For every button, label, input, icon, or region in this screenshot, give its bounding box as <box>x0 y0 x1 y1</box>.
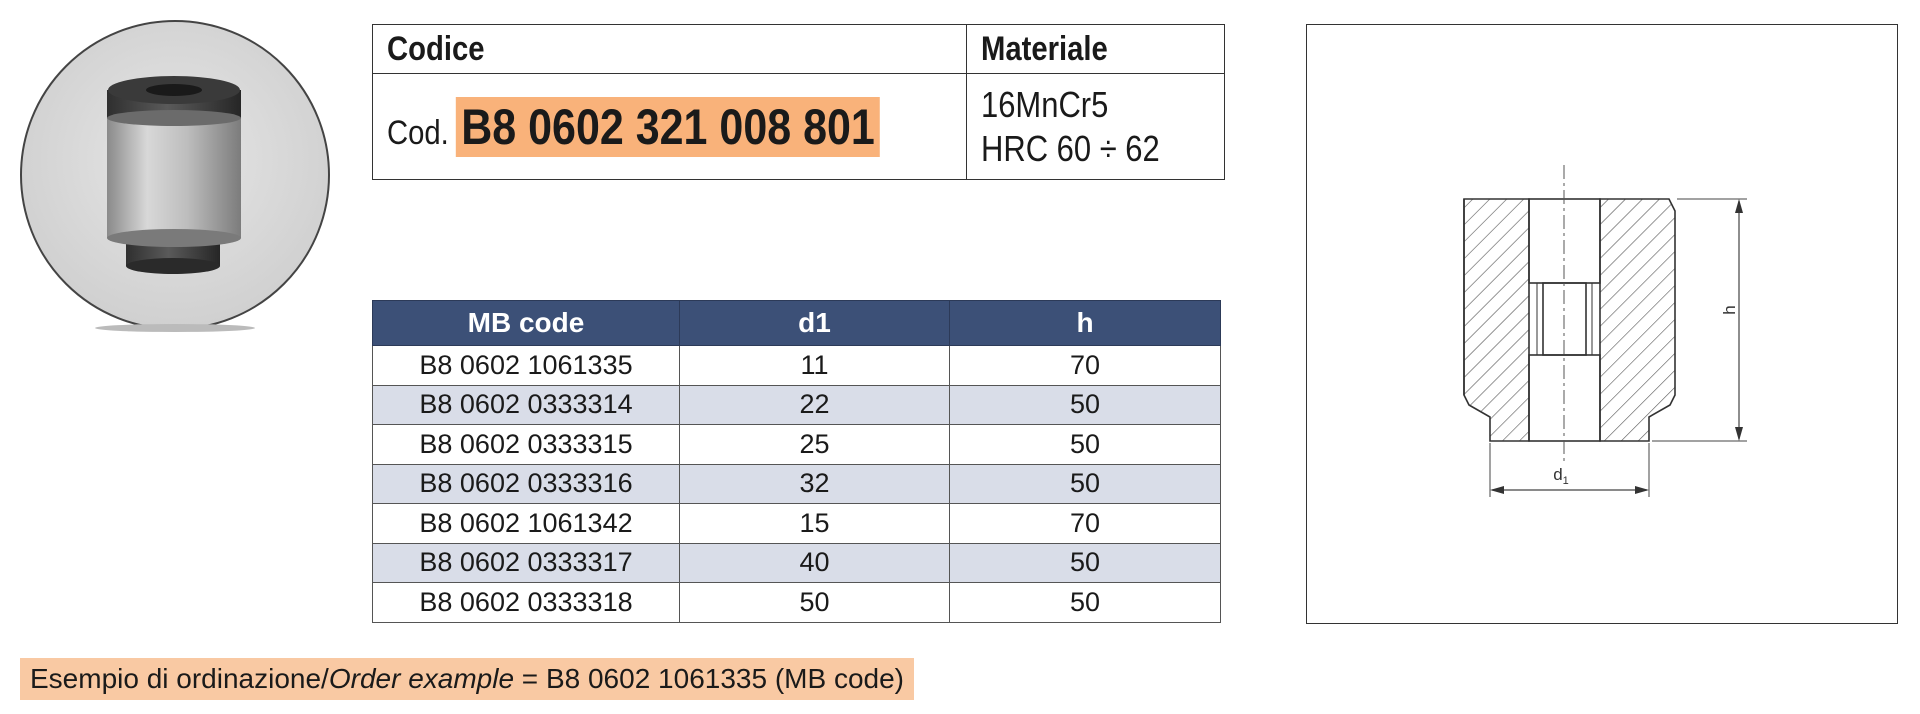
cell-mb-code: B8 0602 1061335 <box>373 346 680 386</box>
technical-drawing-frame <box>1306 24 1898 624</box>
order-example-label-en: Order example <box>328 663 515 694</box>
cell-d1: 25 <box>680 425 950 465</box>
cell-d1: 11 <box>680 346 950 386</box>
header-material: Materiale <box>967 25 1225 74</box>
table-row <box>373 425 1221 465</box>
order-example-label-it: Esempio di ordinazione/ <box>30 663 329 694</box>
table-row <box>373 504 1221 544</box>
material-hardness: HRC 60 ÷ 62 <box>981 127 1160 169</box>
dim-h-label: h <box>1720 305 1739 315</box>
mb-table-header-row <box>373 301 1221 346</box>
cell-h: 50 <box>950 543 1221 583</box>
cell-h: 70 <box>950 346 1221 386</box>
code-prefix: Cod. <box>387 113 449 152</box>
cell-mb-code: B8 0602 0333315 <box>373 425 680 465</box>
cell-d1: 22 <box>680 385 950 425</box>
cell-mb-code: B8 0602 0333314 <box>373 385 680 425</box>
cell-h: 70 <box>950 504 1221 544</box>
mb-code-table <box>372 300 1221 623</box>
table-row <box>373 346 1221 386</box>
table-row <box>373 543 1221 583</box>
col-d1: d1 <box>680 301 950 346</box>
cell-d1: 15 <box>680 504 950 544</box>
cell-d1: 50 <box>680 583 950 623</box>
table-row <box>373 583 1221 623</box>
material-cell <box>967 74 1225 180</box>
col-h: h <box>950 301 1221 346</box>
col-mb-code: MB code <box>373 301 680 346</box>
code-value: B8 0602 321 008 801 <box>456 97 880 157</box>
cell-mb-code: B8 0602 0333317 <box>373 543 680 583</box>
order-example-value: B8 0602 1061335 (MB code) <box>545 663 904 694</box>
code-material-table <box>372 24 1225 180</box>
code-cell <box>373 74 967 180</box>
cell-h: 50 <box>950 464 1221 504</box>
table-row <box>373 464 1221 504</box>
cell-mb-code: B8 0602 0333318 <box>373 583 680 623</box>
cell-d1: 40 <box>680 543 950 583</box>
cell-mb-code: B8 0602 1061342 <box>373 504 680 544</box>
material-grade: 16MnCr5 <box>981 83 1109 125</box>
cell-mb-code: B8 0602 0333316 <box>373 464 680 504</box>
cell-d1: 32 <box>680 464 950 504</box>
product-photo <box>18 18 332 332</box>
technical-drawing <box>1307 25 1897 623</box>
cell-h: 50 <box>950 425 1221 465</box>
order-example-equals: = <box>514 663 546 694</box>
table-row <box>373 385 1221 425</box>
header-code: Codice <box>373 25 967 74</box>
cell-h: 50 <box>950 583 1221 623</box>
cell-h: 50 <box>950 385 1221 425</box>
dim-d1-label: $d_1$ <box>1553 465 1569 487</box>
order-example <box>20 658 914 700</box>
